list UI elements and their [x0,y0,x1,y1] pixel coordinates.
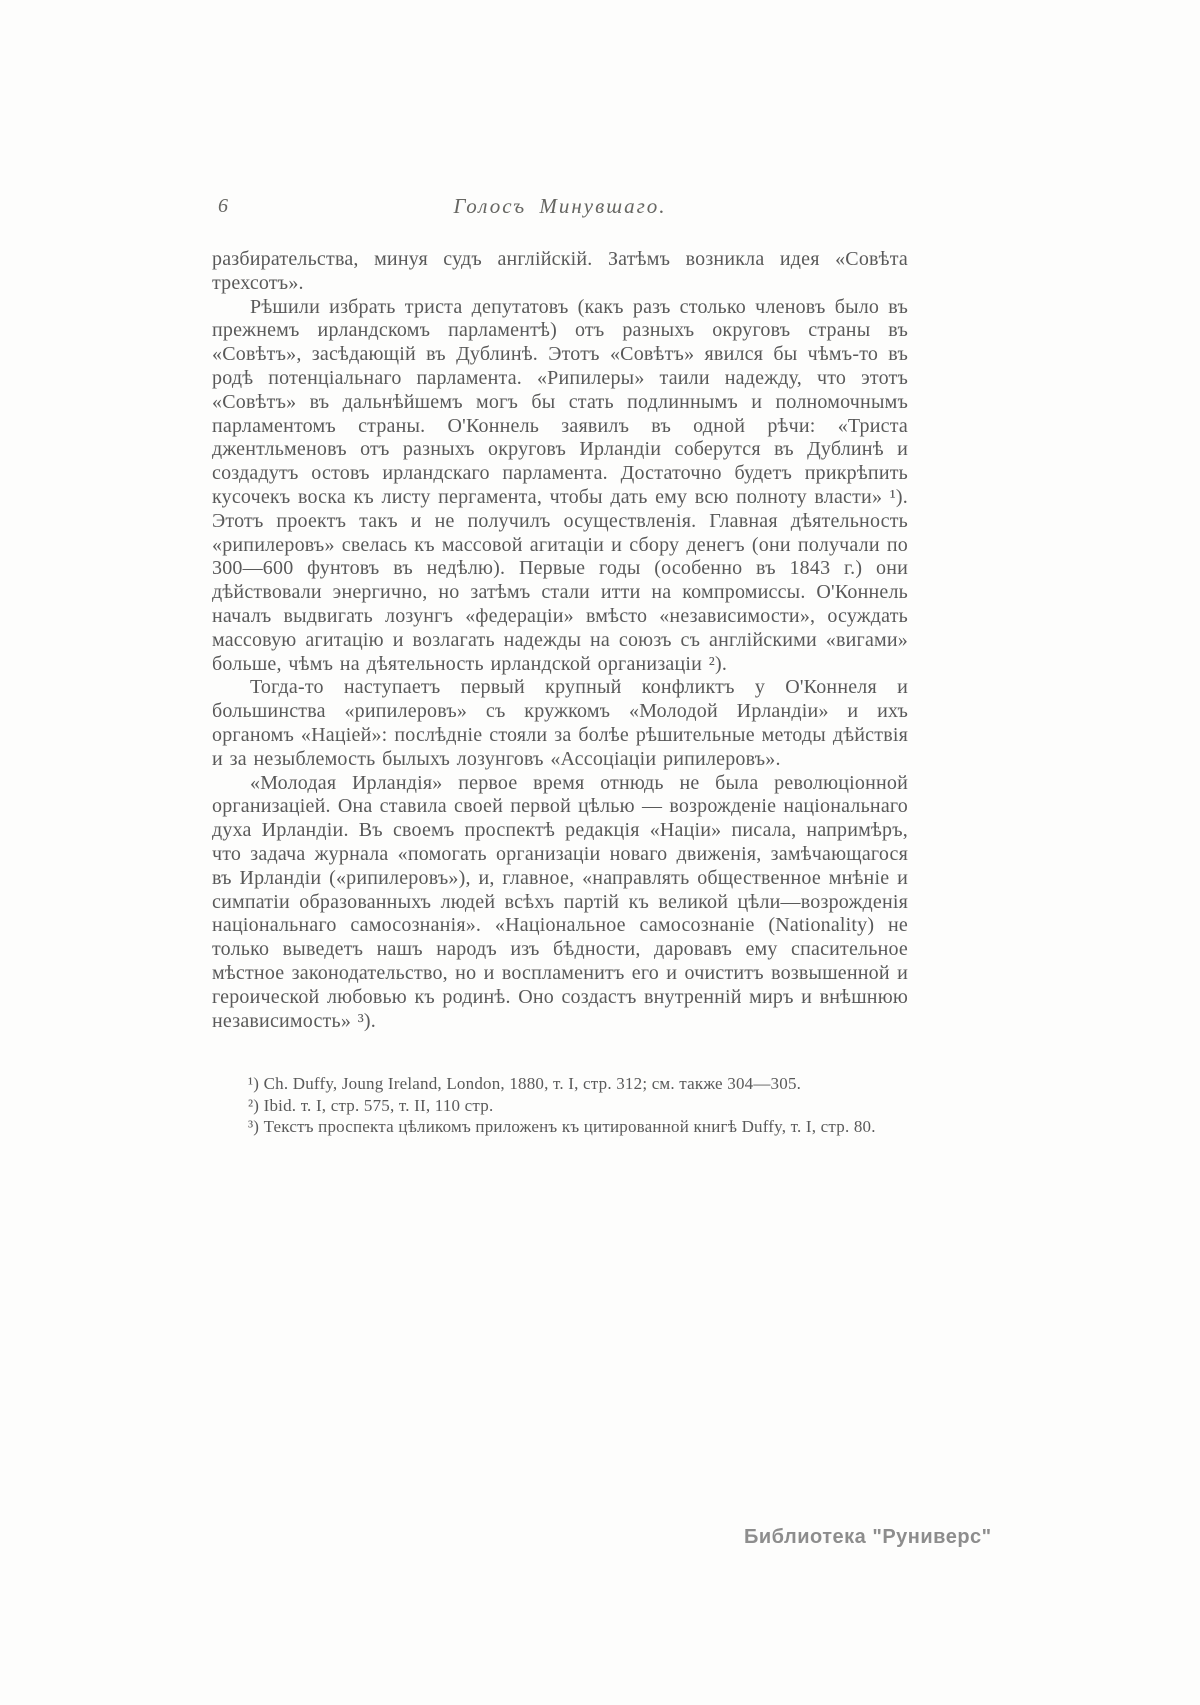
footnote: ³) Текстъ проспекта цѣликомъ приложенъ къ цитированной книгѣ Duffy, т. I, стр. 80. [248,1117,876,1137]
paragraph: Тогда-то наступаетъ первый крупный конфликтъ у О'Коннеля и большинства «рипилеровъ» съ кружкомъ «Молодой Ирландіи» и ихъ органомъ «Націей»: послѣдніе стояли за болѣе рѣшительные методы дѣйствія и за незыблемость былыхъ лозунговъ «Ассоціаціи рипилеровъ». [212,676,908,770]
page-number: 6 [218,195,228,217]
body-text [212,248,908,1033]
library-watermark: Библиотека "Руниверс" [744,1526,992,1548]
paragraph: «Молодая Ирландія» первое время отнюдь не была революціонной организаціей. Она ставила своей первой цѣлью — возрожденіе національнаго духа Ирландіи. Въ своемъ проспектѣ редакція «Націи» писала, напримѣръ, что задача журнала «помогать организаціи новаго движенія, замѣчающагося въ Ирландіи («рипилеровъ»), и, главное, «направлять общественное мнѣніе и симпатіи образованныхъ людей всѣхъ партій къ великой цѣли—возрожденія національнаго самосознанія». «Національное самосознаніе (Nationality) не только выведетъ нашъ народъ изъ бѣдности, даровавъ ему спасительное мѣстное законодательство, но и воспламенитъ его и очиститъ возвышенной и героической любовью къ родинѣ. Оно создастъ внутренній миръ и внѣшнюю независимость» ³). [212,771,908,1032]
footnote: ²) Ibid. т. I, стр. 575, т. II, 110 стр. [248,1095,494,1115]
paragraph: Рѣшили избрать триста депутатовъ (какъ разъ столько членовъ было въ прежнемъ ирландскомъ парламентѣ) отъ разныхъ округовъ страны въ «Совѣтъ», засѣдающій въ Дублинѣ. Этотъ «Совѣтъ» явился бы чѣмъ-то въ родѣ потенціальнаго парламента. «Рипилеры» таили надежду, что этотъ «Совѣтъ» въ дальнѣйшемъ могъ бы стать подлиннымъ и полномочнымъ парламентомъ страны. О'Коннель заявилъ въ одной рѣчи: «Триста джентльменовъ отъ разныхъ округовъ Ирландіи соберутся въ Дублинѣ и создадутъ остовъ ирландскаго парламента. Достаточно будетъ прикрѣпить кусочекъ воска къ листу пергамента, чтобы дать ему всю полноту власти» ¹). Этотъ проектъ такъ и не получилъ осуществленія. Главная дѣятельность «рипилеровъ» свелась къ массовой агитаціи и сбору денегъ (они получали по 300—600 фунтовъ въ недѣлю). Первые годы (особенно въ 1843 г.) они дѣйствовали энергично, но затѣмъ стали итти на компромиссы. О'Коннель началъ выдвигать лозунгъ «федераціи» вмѣсто «независимости», осуждать массовую агитацію и возлагать надежды на союзъ съ англійскими «вигами» больше, чѣмъ на дѣятельность ирландской организаціи ²). [212,295,908,675]
footnote: ¹) Ch. Duffy, Joung Ireland, London, 1880, т. I, стр. 312; см. также 304—305. [248,1074,802,1094]
paragraph: разбирательства, минуя судъ англійскій. Затѣмъ возникла идея «Совѣта трехсотъ». [212,248,908,294]
footnotes-block [212,1073,908,1138]
page-content [212,194,908,1138]
page-header [212,194,908,226]
running-title: Голосъ Минувшаго. [453,194,667,218]
